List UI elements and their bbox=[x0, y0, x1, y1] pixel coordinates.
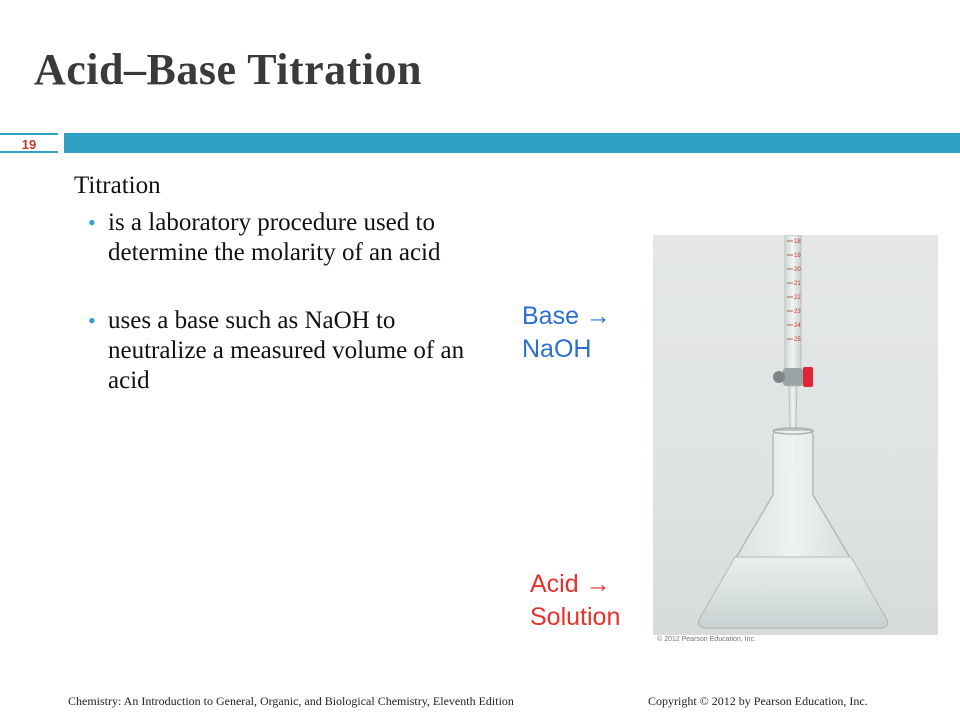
stopcock-handle bbox=[803, 367, 813, 387]
titration-photo bbox=[653, 235, 938, 635]
slide-body bbox=[74, 172, 474, 396]
acid-label-line1: Acid → bbox=[530, 570, 611, 598]
bullet-item bbox=[74, 306, 474, 396]
stopcock-body bbox=[783, 368, 803, 386]
base-label-line2: NaOH bbox=[522, 335, 592, 363]
burette-tick-label: 18 bbox=[794, 239, 801, 245]
bullet-dot-icon: • bbox=[88, 308, 96, 333]
bullet-item bbox=[74, 208, 474, 268]
footer-book-title: Chemistry: An Introduction to General, Organic, and Biological Chemistry, Eleventh Edition bbox=[68, 694, 514, 708]
acid-label-line2: Solution bbox=[530, 603, 621, 631]
base-label bbox=[522, 300, 611, 366]
base-label-line1: Base → bbox=[522, 302, 611, 330]
burette-tick-label: 24 bbox=[794, 323, 801, 329]
burette-tick-label: 19 bbox=[794, 253, 801, 259]
acid-solution bbox=[699, 557, 888, 628]
burette-tick-label: 20 bbox=[794, 267, 801, 273]
footer-copyright: Copyright © 2012 by Pearson Education, Inc. bbox=[648, 694, 868, 708]
bullet-dot-icon: • bbox=[88, 210, 96, 235]
slide-title: Acid–Base Titration bbox=[34, 45, 423, 94]
burette-tick-label: 22 bbox=[794, 295, 801, 301]
burette-tick-label: 23 bbox=[794, 309, 801, 315]
stopcock-knob bbox=[773, 371, 785, 383]
title-rule-bar bbox=[64, 133, 960, 153]
bullet-text: is a laboratory procedure used to determine the molarity of an acid bbox=[108, 209, 441, 266]
acid-label bbox=[530, 568, 620, 634]
burette-tick-label: 25 bbox=[794, 337, 801, 343]
burette-tick-label: 21 bbox=[794, 281, 801, 287]
titration-illustration bbox=[653, 235, 938, 635]
content-heading: Titration bbox=[74, 172, 161, 199]
slide-number: 19 bbox=[21, 137, 37, 152]
bullet-text: uses a base such as NaOH to neutralize a measured volume of an acid bbox=[108, 307, 465, 394]
photo-credit: © 2012 Pearson Education, Inc. bbox=[657, 636, 756, 643]
